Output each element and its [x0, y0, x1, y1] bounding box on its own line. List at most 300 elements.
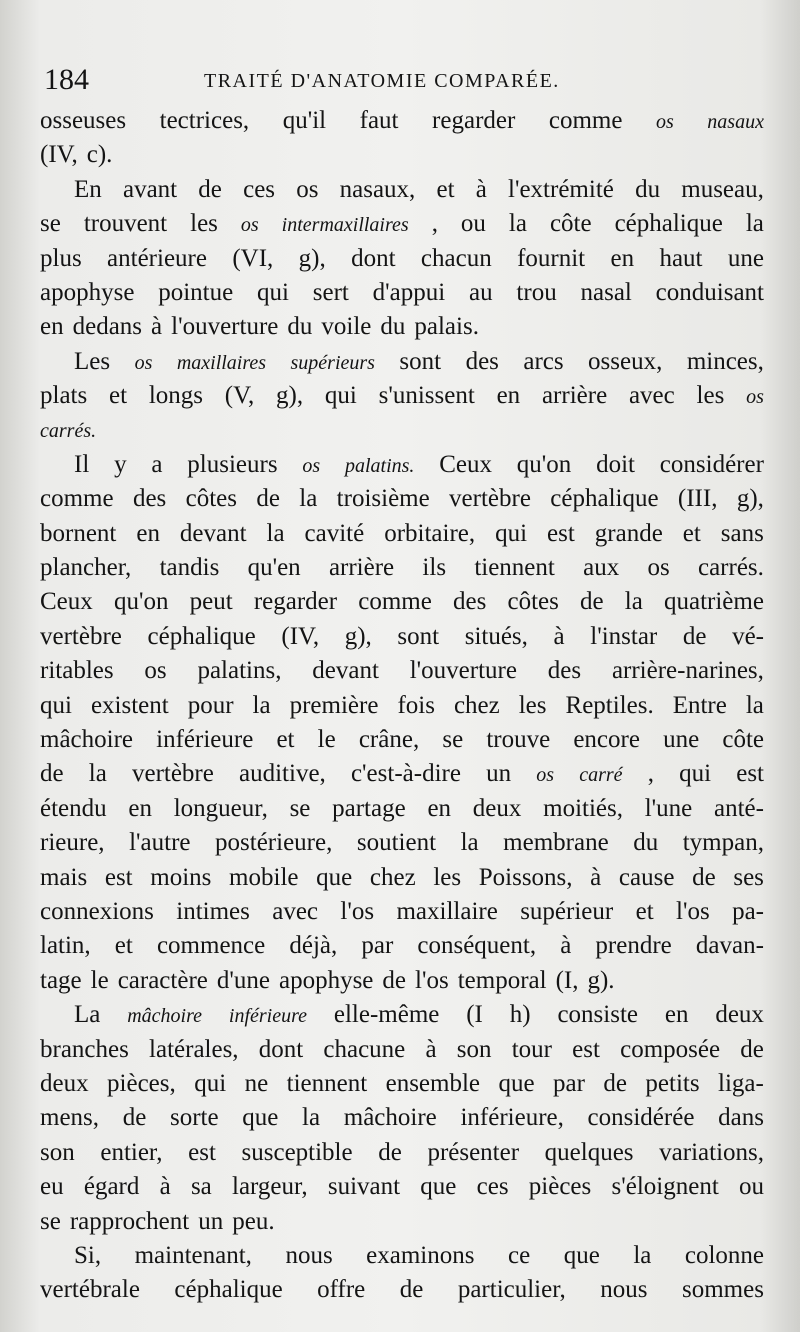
word: bornent	[40, 519, 117, 547]
word: dedans	[72, 313, 143, 341]
word: fois	[397, 691, 435, 719]
word: et	[276, 726, 295, 754]
word: voile	[321, 313, 372, 341]
word: se	[40, 1207, 61, 1235]
word: osseux,	[588, 347, 663, 375]
word: maintenant,	[134, 1241, 252, 1269]
italic-word: os	[746, 386, 764, 409]
word: des	[547, 657, 582, 685]
word: (VI,	[232, 244, 274, 272]
word: regarder	[253, 588, 338, 616]
text-line	[40, 1067, 764, 1101]
text-line	[40, 1239, 764, 1273]
word: quelques	[544, 1138, 634, 1166]
word: avant	[122, 175, 178, 203]
word: l'autre	[129, 829, 191, 857]
word: l'instar	[590, 622, 658, 650]
word: sa	[190, 1173, 212, 1201]
running-title: TRAITÉ D'ANATOMIE COMPARÉE.	[204, 70, 560, 92]
word: de	[122, 1104, 147, 1132]
word: plancher,	[40, 554, 132, 582]
word: l'ouverture	[409, 657, 517, 685]
word: et	[635, 897, 654, 925]
text-line	[40, 792, 764, 826]
word: comme	[358, 588, 432, 616]
word: prendre	[595, 932, 672, 960]
word: ensemble	[385, 1069, 481, 1097]
word: qui	[495, 519, 528, 547]
word: ces	[243, 175, 276, 203]
word: tiennent	[286, 1069, 368, 1097]
word: son	[40, 1138, 75, 1166]
word: minces,	[686, 347, 764, 375]
word: moins	[150, 863, 212, 891]
word: avec	[628, 382, 675, 410]
word: g).	[587, 966, 615, 994]
word: peu.	[232, 1207, 275, 1235]
word: de	[378, 1138, 402, 1166]
word: de	[198, 175, 222, 203]
word: considérée	[587, 1104, 695, 1132]
word: tectrices,	[159, 107, 250, 134]
word: et	[682, 519, 701, 547]
text-line	[40, 345, 764, 379]
word: en	[128, 794, 152, 822]
word: Ceux	[439, 450, 492, 478]
word: chez	[369, 863, 416, 891]
word: Reptiles.	[565, 691, 654, 719]
word: qui	[257, 278, 289, 306]
word: sorte	[169, 1104, 219, 1132]
word: l'os	[676, 897, 710, 925]
word: se	[40, 210, 61, 238]
word: la	[460, 829, 479, 857]
word: pièces,	[107, 1069, 176, 1097]
word: cause	[618, 863, 675, 891]
word: tiennent	[474, 554, 555, 582]
word: ce	[508, 1241, 531, 1269]
word: d'appui	[372, 278, 446, 306]
word: un	[198, 1207, 224, 1235]
word: qui	[324, 382, 357, 410]
word: tympan,	[682, 829, 764, 857]
word: dans	[718, 1104, 764, 1132]
word: qu'il	[282, 107, 327, 134]
word: trouve	[486, 726, 551, 754]
italic-word: carrés.	[40, 419, 97, 442]
text-line	[40, 1273, 764, 1307]
word: un	[486, 760, 512, 788]
word: du	[635, 175, 661, 203]
word: les	[696, 382, 725, 410]
word: g),	[276, 382, 304, 410]
word: de	[603, 1069, 627, 1097]
word: c'est-à-dire	[350, 760, 461, 788]
word: déjà,	[289, 932, 338, 960]
text-line	[40, 826, 764, 860]
text-line	[40, 1205, 764, 1239]
word: qu'en	[247, 554, 301, 582]
word: du	[287, 313, 313, 341]
word: est	[736, 760, 764, 788]
word: l'extrémité	[508, 175, 614, 203]
word: de	[256, 485, 280, 513]
word: inférieure,	[460, 1104, 564, 1132]
word: doit	[596, 450, 635, 478]
word: des	[452, 588, 487, 616]
word: est	[547, 519, 575, 547]
word: aux	[583, 554, 620, 582]
word: que	[498, 1069, 535, 1097]
word: du	[633, 829, 659, 857]
word: ces	[476, 1173, 509, 1201]
word: côtes	[185, 485, 237, 513]
word: maxillaire	[396, 897, 498, 925]
word: d'une	[216, 966, 270, 994]
word: la	[745, 210, 764, 238]
word: conduisant	[655, 278, 764, 306]
text-line	[40, 138, 764, 172]
word: sont	[399, 347, 442, 375]
word: à	[590, 863, 602, 891]
word: devant	[312, 657, 379, 685]
text-line	[40, 723, 764, 757]
text-line	[40, 482, 764, 516]
word: (III,	[677, 485, 718, 513]
word: conséquent,	[417, 932, 537, 960]
word: se	[289, 794, 311, 822]
word: nasal	[580, 278, 632, 306]
word: Il	[74, 450, 90, 478]
word: céphalique	[614, 210, 723, 238]
word: s'éloignent	[611, 1173, 719, 1201]
word: suivant	[327, 1173, 401, 1201]
word: une	[663, 726, 700, 754]
word: céphalique	[550, 485, 659, 513]
word: deux	[715, 1001, 764, 1029]
word: le	[90, 966, 109, 994]
word: de	[399, 1276, 424, 1304]
word: en	[610, 244, 635, 272]
word: chez	[453, 691, 500, 719]
word: ritables	[40, 657, 114, 685]
word: tour	[511, 1035, 552, 1063]
text-line	[40, 517, 764, 551]
word: sommes	[681, 1276, 764, 1304]
word: osseuses	[40, 107, 127, 134]
word: crâne,	[358, 726, 420, 754]
italic-word: os	[240, 214, 259, 237]
text-line	[40, 585, 764, 619]
text-line	[40, 1170, 764, 1204]
word: comme	[548, 107, 623, 134]
italic-word: inférieure	[228, 1005, 308, 1028]
word: davan-	[695, 932, 764, 960]
word: sert	[312, 278, 349, 306]
word: dont	[351, 244, 396, 272]
word: mâchoire	[343, 1104, 437, 1132]
word: longs	[148, 382, 204, 410]
word: grande	[594, 519, 663, 547]
word: intimes	[176, 897, 250, 925]
italic-word: os	[134, 351, 153, 374]
word: présenter	[427, 1138, 520, 1166]
italic-word: palatins.	[344, 454, 415, 477]
text-line	[40, 276, 764, 310]
word: la	[266, 519, 285, 547]
word: céphalique	[147, 622, 256, 650]
word: encore	[573, 726, 640, 754]
italic-word: supérieurs	[290, 351, 375, 374]
word: ou	[460, 210, 486, 238]
text-line	[40, 104, 764, 138]
word: à	[151, 313, 163, 341]
word: colonne	[684, 1241, 764, 1269]
word: et	[436, 175, 455, 203]
word: de	[40, 760, 64, 788]
word: commence	[156, 932, 266, 960]
text-line	[40, 895, 764, 929]
text-line	[40, 1033, 764, 1067]
word: à	[475, 175, 487, 203]
word: la	[745, 691, 764, 719]
word: cavité	[304, 519, 365, 547]
word: côte	[722, 726, 764, 754]
word: arcs	[523, 347, 564, 375]
word: entier,	[100, 1138, 163, 1166]
word: chacun	[420, 244, 492, 272]
italic-word: maxillaires	[176, 351, 267, 374]
word: La	[74, 1001, 101, 1029]
italic-word: os	[655, 111, 674, 133]
word: côtes	[507, 588, 559, 616]
text-line	[40, 929, 764, 963]
word: qu'on	[516, 450, 572, 478]
word: (V,	[224, 382, 255, 410]
word: trouvent	[83, 210, 168, 238]
word: la	[508, 210, 527, 238]
word: qui	[194, 1069, 227, 1097]
page-number: 184	[44, 63, 89, 96]
word: est	[104, 863, 133, 891]
word: mais	[40, 863, 88, 891]
word: longueur,	[173, 794, 268, 822]
word: temporal	[457, 966, 547, 994]
word: est	[572, 1035, 600, 1063]
word: auditive,	[239, 760, 326, 788]
word: rapprochent	[69, 1207, 190, 1235]
word: partage	[332, 794, 406, 822]
text-line	[40, 1136, 764, 1170]
word: vertèbre	[131, 760, 214, 788]
word: son	[456, 1035, 492, 1063]
word: est	[188, 1138, 216, 1166]
word: museau,	[681, 175, 764, 203]
word: postérieure,	[215, 829, 333, 857]
word: du	[380, 313, 406, 341]
word: qui	[40, 691, 72, 719]
word: os	[647, 554, 670, 582]
word: céphalique	[174, 1276, 283, 1304]
word: apophyse	[40, 278, 135, 306]
word: situés,	[464, 622, 528, 650]
word: vertébrale	[40, 1276, 140, 1304]
word: de	[580, 588, 604, 616]
word: égard	[83, 1173, 140, 1201]
word: latérales,	[149, 1035, 239, 1063]
word: en	[40, 313, 64, 341]
word: susceptible	[241, 1138, 353, 1166]
text-line	[40, 551, 764, 585]
word: apophyse	[278, 966, 374, 994]
word: soutient	[356, 829, 437, 857]
word: latin,	[40, 932, 91, 960]
word: par	[361, 932, 394, 960]
word: le	[317, 726, 336, 754]
word: existent	[90, 691, 169, 719]
word: s'unissent	[378, 382, 475, 410]
word: nous	[600, 1276, 648, 1304]
text-line	[40, 173, 764, 207]
word: à	[425, 1035, 437, 1063]
word: petits	[645, 1069, 700, 1097]
word: a	[151, 450, 163, 478]
italic-word: os	[302, 454, 321, 477]
text-line	[40, 414, 764, 448]
text-line	[40, 242, 764, 276]
word: et	[114, 932, 133, 960]
word: Les	[74, 347, 111, 375]
word: quatrième	[663, 588, 764, 616]
word: arrière	[541, 382, 608, 410]
word: Ceux	[40, 588, 93, 616]
word: examinons	[366, 1241, 475, 1269]
word: tage	[40, 966, 82, 994]
word: à	[560, 932, 572, 960]
word: fournit	[517, 244, 586, 272]
word: os	[296, 175, 319, 203]
word: que	[242, 1104, 279, 1132]
word: l'une	[644, 794, 693, 822]
word: branches	[40, 1035, 129, 1063]
word: ils	[422, 554, 447, 582]
word: Si,	[74, 1241, 102, 1269]
word: vertèbre	[40, 622, 122, 650]
word: avec	[272, 897, 319, 925]
text-line	[40, 620, 764, 654]
word: liga-	[718, 1069, 764, 1097]
text-line	[40, 448, 764, 482]
word: de	[692, 863, 716, 891]
word: eu	[40, 1173, 64, 1201]
word: en	[664, 1001, 689, 1029]
italic-word: carré	[579, 764, 623, 787]
word: (I	[466, 1001, 483, 1029]
word: en	[427, 794, 452, 822]
word: offre	[317, 1276, 366, 1304]
word: connexions	[40, 897, 154, 925]
word: rieure,	[40, 829, 105, 857]
word: à	[159, 1173, 171, 1201]
italic-word: nasaux	[707, 111, 764, 133]
word: de	[382, 966, 407, 994]
word: ,	[647, 760, 654, 788]
word: la	[252, 691, 271, 719]
word: côte	[549, 210, 592, 238]
word: elle-même	[333, 1001, 440, 1029]
word: ses	[733, 863, 764, 891]
word: largeur,	[232, 1173, 308, 1201]
word: à	[553, 622, 565, 650]
text-line	[40, 654, 764, 688]
word: carrés.	[697, 554, 764, 582]
word: la	[299, 485, 318, 513]
word: (IV,	[40, 141, 78, 169]
word: variations,	[659, 1138, 764, 1166]
word: g),	[298, 244, 326, 272]
word: haut	[659, 244, 703, 272]
word: arrière-narines,	[611, 657, 764, 685]
word: Entre	[672, 691, 727, 719]
word: ,	[431, 210, 438, 238]
word: les	[518, 691, 547, 719]
word: la	[88, 760, 107, 788]
word: considérer	[659, 450, 764, 478]
word: mobile	[229, 863, 299, 891]
word: caractère	[117, 966, 208, 994]
italic-word: os	[536, 764, 555, 787]
word: étendu	[40, 794, 107, 822]
word: devant	[179, 519, 247, 547]
word: les	[433, 863, 462, 891]
text-line	[40, 379, 764, 413]
word: au	[469, 278, 493, 306]
word: regarder	[432, 107, 516, 134]
word: composée	[620, 1035, 721, 1063]
running-head	[44, 60, 764, 100]
word: l'os	[340, 897, 375, 925]
word: palatins,	[197, 657, 282, 685]
word: mens,	[40, 1104, 100, 1132]
word: moitiés,	[543, 794, 623, 822]
word: l'ouverture	[171, 313, 279, 341]
text-line	[40, 861, 764, 895]
word: pièces	[528, 1173, 592, 1201]
word: sont	[397, 622, 440, 650]
word: antérieure	[107, 244, 207, 272]
word: faut	[359, 107, 399, 134]
body-text	[40, 104, 764, 1308]
word: des	[132, 485, 167, 513]
text-line	[40, 1101, 764, 1135]
word: os	[144, 657, 167, 685]
word: les	[190, 210, 218, 238]
italic-word: intermaxillaires	[281, 214, 409, 237]
word: plusieurs	[187, 450, 278, 478]
word: plus	[40, 244, 82, 272]
word: vé-	[732, 622, 764, 650]
word: nasaux,	[339, 175, 416, 203]
word: plats	[40, 382, 88, 410]
text-line	[40, 310, 764, 344]
word: que	[316, 863, 353, 891]
word: h)	[509, 1001, 531, 1029]
word: qu'on	[113, 588, 169, 616]
word: troisième	[336, 485, 430, 513]
word: vertèbre	[449, 485, 531, 513]
word: pointue	[158, 278, 234, 306]
word: sans	[720, 519, 764, 547]
